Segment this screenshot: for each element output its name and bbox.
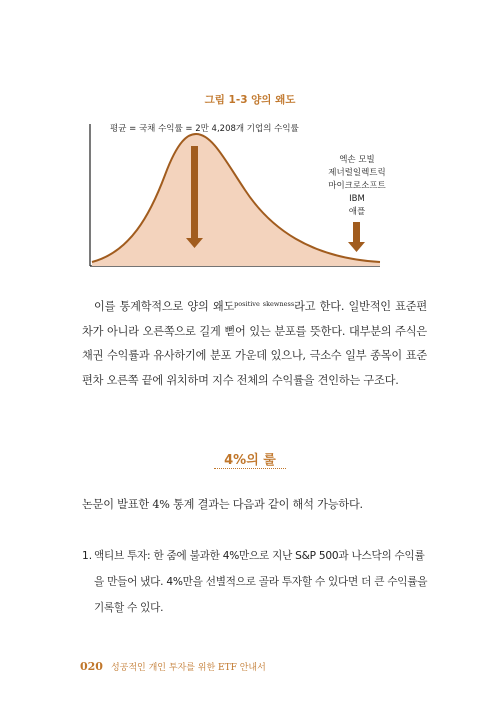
- section-heading-underline: [214, 468, 286, 469]
- mean-arrow-shaft: [191, 146, 198, 240]
- figure-title: 그림 1-3 양의 왜도: [204, 94, 296, 106]
- mean-label: 평균 = 국채 수익률 = 2만 4,208개 기업의 수익률: [110, 124, 299, 134]
- distribution-area: [92, 134, 380, 266]
- tail-company-label: 애플: [348, 207, 366, 217]
- term-superscript: positive skewness: [234, 300, 295, 308]
- tail-company-label: 마이크로소프트: [328, 181, 386, 191]
- body-text: 이를 통계학적으로 양의 왜도: [94, 300, 235, 313]
- tail-companies-list: [328, 154, 386, 217]
- skewness-chart: [0, 0, 500, 290]
- tail-company-label: 엑손 모빌: [339, 155, 375, 165]
- list-number: 1.: [82, 550, 93, 562]
- book-title: 성공적인 개인 투자를 위한 ETF 안내서: [110, 663, 266, 673]
- list-item: [82, 543, 432, 621]
- tail-arrow-shaft: [353, 222, 360, 244]
- page-number: 020: [80, 660, 103, 673]
- page-footer: [80, 660, 266, 673]
- tail-arrow-head: [348, 242, 365, 252]
- tail-company-label: IBM: [349, 194, 365, 204]
- intro-sentence: 논문이 발표한 4% 통계 결과는 다음과 같이 해석 가능하다.: [82, 498, 363, 511]
- section-heading: 4%의 룰: [224, 453, 276, 468]
- list-text: 액티브 투자: 한 줌에 불과한 4%만으로 지난 S&P 500과 나스닥의 수익률을 만들어 냈다. 4%만을 선별적으로 골라 투자할 수 있다면 더 큰 수익률을 기록할 수 있다.: [94, 550, 428, 614]
- tail-company-label: 제너럴일렉트릭: [328, 168, 386, 178]
- tail-arrow: [348, 222, 365, 252]
- body-text: 라고 한다. 일반적인 표준편차가 아니라 오른쪽으로 길게 뻗어 있는 분포를 뜻한다. 대부분의 주식은 채권 수익률과 유사하기에 분포 가운데 있으나, 극소수 일부 종목이 표준편차 오른쪽 끝에 위치하며 지수 전체의 수익률을 견인하는 구조다.: [82, 300, 428, 387]
- body-paragraph: [82, 292, 427, 393]
